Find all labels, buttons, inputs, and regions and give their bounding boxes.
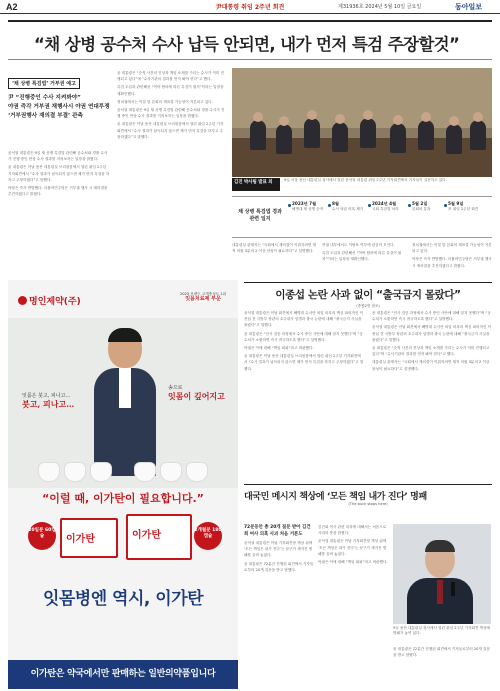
article-headline: 이종섭 논란 사과 없이 “출국금지 몰랐다”	[244, 282, 492, 302]
paragraph: 윤 대통령은 “순직 사건의 진상과 책임 소재를 가리는 수사가 이미 진행되고 있다”며 “수사기관의 결과를 먼저 봐야 한다”고 했다.	[117, 71, 225, 82]
reporter-head	[393, 115, 403, 125]
microphone-icon	[451, 582, 455, 596]
paragraph: 윤석열 대통령은 9일 채 상병 특검법 관련해 공수처와 경찰 수사가 진행 중인 만큼 수사 결과를 지켜보자는 입장을 밝혔다.	[117, 108, 225, 119]
model-shirt	[119, 368, 131, 408]
tooth-icon	[38, 462, 60, 482]
reporter-head	[253, 112, 263, 122]
reporter-figure	[304, 118, 320, 148]
timeline-dot	[408, 204, 411, 207]
paragraph: 윤석열 대통령은 9일 채 상병 특검법 관련해 공수처와 경찰 수사가 진행 중인 만큼 수사 결과를 지켜보자는 입장을 밝혔다.	[8, 151, 108, 162]
tooth-icon	[90, 462, 112, 482]
masthead: 동아일보	[455, 2, 483, 11]
summary-point: ‘거부권행사 재의결 부결’ 관측	[8, 113, 83, 119]
paragraph: 김건희 여사 관련 의혹에 대해서는 처음으로 사과의 뜻을 밝혔다.	[318, 525, 387, 536]
timeline-text: 수사 외압 의혹 제기	[332, 207, 364, 211]
reporter-head	[421, 112, 431, 122]
photo-tag: 김진 박사팀 발표 외	[232, 178, 280, 191]
article-column-2	[117, 70, 225, 278]
article-nameplate-col-2	[318, 524, 388, 687]
tooth-icon	[134, 462, 156, 482]
paragraph: 윤석열 대통령은 이날 회견에서 해병대 수사단 외압 의혹의 핵심 피의자인 이종섭 전 국방부 장관의 호주대사 임명과 출국 논란에 대해 “출국금지 사실을 몰랐다”고 말했다.	[372, 325, 492, 342]
reporter-figure	[276, 124, 292, 154]
paragraph: 윤 대통령은 이날 용산 대통령실 브리핑룸에서 열린 취임 2주년 기자회견에서 “수사 결과가 납득되지 않으면 제가 먼저 특검을 하자고 주장하겠다”고 말했다.	[8, 165, 110, 182]
page-number: A2	[6, 2, 18, 12]
paragraph: 야권은 이에 대해 “책임 회피”라고 비판했다.	[244, 346, 314, 351]
main-headline	[8, 20, 492, 60]
ad-product-packs	[22, 512, 224, 578]
timeline-text: 해병대 채 상병 순직	[292, 207, 324, 211]
paragraph: 특검 도입과 관련해선 “여야 합의에 따른 특검이 원칙”이라는 입장을 재확인했다.	[117, 85, 224, 96]
paragraph: 특검 도입과 관련해선 “여야 합의에 따른 특검이 원칙”이라는 입장을 재확인했다.	[322, 251, 402, 262]
paragraph: 윤 대통령은 72분간 진행된 회견에서 기자들로부터 20개 질문을 받고 답했다.	[244, 561, 314, 572]
ad-teeth-illustration	[8, 456, 238, 486]
ad-slogan: “이럴 때, 이가탄이 필요합니다.”	[42, 492, 204, 505]
paragraph: 야당은 즉각 반발했다. 더불어민주당은 거부권 행사 시 재의결을 추진하겠다고 밝혔다.	[412, 257, 492, 268]
product-box-large: 이가탄	[126, 514, 192, 560]
reporter-head	[335, 114, 345, 124]
paragraph: 정치권에서는 이달 말 본회의 재표결 가능성이 거론되고 있다.	[412, 243, 492, 254]
timeline-text: 尹 취임 2주년 회견	[448, 207, 479, 211]
summary-box	[8, 70, 110, 146]
president-photo	[393, 524, 491, 624]
timeline-date: 2024년 4월	[372, 201, 397, 206]
president-photo-caption: 9일 용산 대통령실 청사에서 열린 취임 2주년 기자회견 책상에 명패가 놓여 있다.	[393, 626, 491, 635]
ad-footer: 이가탄은 약국에서만 판매하는 일반의약품입니다	[8, 660, 238, 689]
paragraph: 윤 대통령은 72분간 진행된 회견에서 기자들로부터 20개 질문을 받고 답했다.	[393, 647, 490, 658]
paragraph: 대통령실 관계자는 “국회에서 재의결이 이뤄지려면 재적 의원 3분의 2 이상 찬성이 필요하다”고 설명했다.	[232, 243, 316, 254]
summary-point: 尹 “진행중인 수사 지켜봐야”	[8, 95, 81, 101]
article-nameplate-col-3	[393, 646, 491, 687]
article-byline: (종합2면 참조)	[356, 304, 380, 308]
ad-model	[94, 328, 156, 476]
timeline-dot	[444, 204, 447, 207]
portrait-hair	[425, 540, 455, 552]
summary-point: 야권 즉각 거부권 재행사시 야권 연대투쟁	[8, 104, 110, 110]
ad-tagline: 잇몸병엔 역시, 이가탄	[42, 589, 204, 609]
article-subheadline: (The buck stops here)	[348, 502, 388, 506]
advertisement[interactable]	[8, 280, 238, 689]
ad-brand: 명인제약(주)	[18, 294, 81, 307]
main-headline-text: “채 상병 공수처 수사 납득 안되면, 내가 먼저 특검 주장할것”	[34, 35, 460, 54]
timeline-title: 채 상병 특검법 경과 관련 일지	[238, 209, 282, 222]
article-column-3	[232, 242, 316, 278]
summary-label: ‘채 상병 특검법’ 거부권 예고	[8, 78, 80, 89]
article-outflight-col-1	[244, 310, 364, 480]
paragraph: 정치권에서는 이달 말 본회의 재표결 가능성이 거론되고 있다.	[117, 99, 213, 104]
paragraph: 윤석열 대통령은 이날 기자회견장 책상 위에 ‘모든 책임은 내가 진다’는 문구가 새겨진 명패를 올려 놓았다.	[244, 541, 313, 558]
photo-caption-row	[232, 178, 492, 192]
paragraph: 야권은 이에 대해 “책임 회피”라고 비판했다.	[318, 560, 388, 565]
timeline-date: 8월	[332, 201, 339, 206]
timeline-dot	[328, 204, 331, 207]
portrait-tie	[437, 580, 443, 604]
timeline-date: 2023년 7월	[292, 201, 317, 206]
reporter-figure	[332, 122, 348, 152]
pack-large-badge: 2개월분 180캡슐	[194, 522, 222, 550]
timeline-text: 국회 특검법 처리	[372, 207, 399, 211]
paragraph: 대통령실 관계자는 “국회에서 재의결이 이뤄지려면 재적 의원 3분의 2 이상 찬성이 필요하다”고 설명했다.	[372, 360, 490, 371]
reporter-head	[307, 110, 317, 120]
reporter-figure	[360, 118, 376, 148]
paragraph: 윤 대통령은 이날 용산 대통령실 브리핑룸에서 열린 취임 2주년 기자회견에서 “수사 결과가 납득되지 않으면 제가 먼저 특검을 하자고 주장하겠다”고 말했다.	[117, 122, 224, 139]
ad-award-badge: 2023 브랜드 고객충성도 1위 잇몸치료제 부문	[179, 292, 227, 302]
timeline-date: 5월 9일	[448, 201, 464, 206]
paragraph: 야당은 즉각 반발했다. 더불어민주당은 거부권 행사 시 재의결을 추진하겠다고 밝혔다.	[8, 186, 108, 197]
reporter-head	[473, 112, 483, 122]
paragraph: 윤 대통령은 이날 용산 대통령실 브리핑룸에서 열린 취임 2주년 기자회견에서 “수사 결과가 납득되지 않으면 제가 먼저 특검을 하자고 주장하겠다”고 말했다.	[244, 354, 364, 371]
reporter-head	[449, 116, 459, 126]
timeline-text: 본회의 통과	[412, 207, 431, 211]
ad-claim-right: 송으로 잇몸이 깊어지고	[168, 385, 225, 401]
paragraph: 윤석열 대통령은 이날 기자회견장 책상 위에 ‘모든 책임은 내가 진다’는 문구가 새겨진 명패를 올려 놓았다.	[318, 539, 387, 556]
article-column-5	[412, 242, 492, 278]
article-headline: 대국민 메시지 책상에 ‘모든 책임 내가 진다’ 명패	[244, 484, 492, 502]
reporter-figure	[250, 120, 266, 150]
ad-claim-left: 잇몸은 붓고, 피나고… 붓고, 피나고…	[22, 393, 75, 409]
issue-info: 제31936호 2024년 5월 10일 금요일	[338, 4, 422, 10]
pack-small-badge: 20일분 60캡슐	[28, 522, 56, 550]
model-hair	[108, 328, 142, 342]
article-nameplate	[244, 484, 492, 506]
paragraph: 윤 대통령은 “순직 사건의 진상과 책임 소재를 가리는 수사가 이미 진행되고 있다”며 “수사기관의 결과를 먼저 봐야 한다”고 했다.	[372, 346, 490, 357]
article-nameplate-col-1	[244, 524, 314, 687]
paragraph: 윤 대통령은 “인사 검증 과정에서 수사 중인 사안에 대해 알지 못했다”며 “공수처가 소환하면 즉시 귀국하도록 했다”고 설명했다.	[372, 311, 491, 322]
reporter-figure	[418, 120, 434, 150]
article-column-4	[322, 242, 406, 278]
reporter-figure	[446, 124, 462, 154]
paragraph: 여권 내부에서도 이탈표 여부에 관심이 모인다.	[322, 243, 395, 247]
section-title: 尹대통령 취임 2주년 회견	[215, 4, 285, 11]
press-conference-photo	[232, 68, 492, 177]
photo-caption: 9일 서울 용산 대통령실 청사에서 열린 윤석열 대통령 취임 2주년 기자회견에서 기자들이 질문하고 있다.	[284, 178, 447, 182]
timeline-dot	[288, 204, 291, 207]
reporter-figure	[470, 120, 486, 150]
article-lead: 72분동안 총 20개 질문 받아 김건희 여사 의혹 사과 처음 거론도	[244, 525, 311, 537]
reporter-head	[363, 110, 373, 120]
timeline-dot	[368, 204, 371, 207]
page-header	[0, 0, 500, 14]
article-outflight	[244, 282, 492, 309]
article-outflight-col-2	[372, 310, 492, 480]
paragraph: 윤 대통령은 “인사 검증 과정에서 수사 중인 사안에 대해 알지 못했다”며 “공수처가 소환하면 즉시 귀국하도록 했다”고 설명했다.	[244, 331, 363, 342]
tooth-icon	[186, 462, 208, 482]
brand-logo-icon	[18, 296, 27, 305]
product-box-small: 이가탄	[60, 518, 118, 558]
timeline-date: 5월 2일	[412, 201, 428, 206]
timeline-box	[232, 196, 492, 238]
paragraph: 윤석열 대통령은 이날 회견에서 해병대 수사단 외압 의혹의 핵심 피의자인 이종섭 전 국방부 장관의 호주대사 임명과 출국 논란에 대해 “출국금지 사실을 몰랐다”고 말했다.	[244, 311, 364, 328]
timeline-item	[448, 201, 494, 212]
reporter-head	[279, 116, 289, 126]
tooth-icon	[64, 462, 86, 482]
article-column-1	[8, 150, 110, 278]
reporter-figure	[390, 123, 406, 153]
tooth-icon	[160, 462, 182, 482]
